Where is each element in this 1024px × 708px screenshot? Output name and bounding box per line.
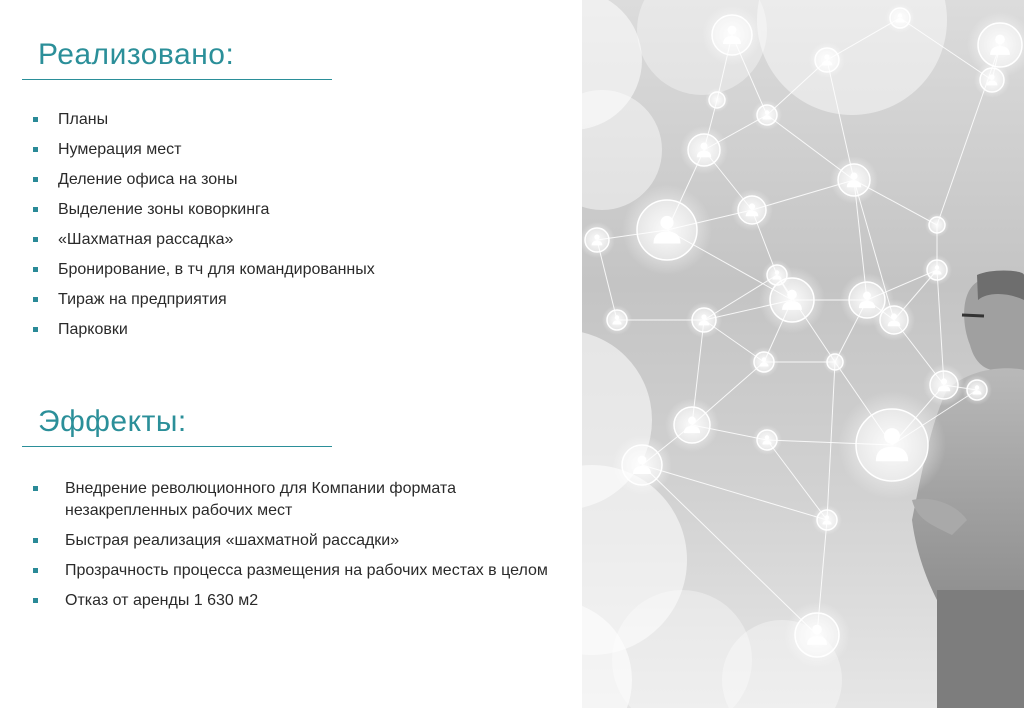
heading-underline	[22, 446, 332, 447]
list-item: Планы	[33, 110, 375, 140]
list-item: Прозрачность процесса размещения на рабочих местах в целом	[33, 560, 553, 582]
person-node-icon	[809, 42, 845, 78]
person-node-icon	[823, 350, 847, 374]
person-node-icon	[686, 302, 722, 338]
square-bullet-icon	[33, 117, 38, 122]
list-item: Выделение зоны коворкинга	[33, 200, 375, 230]
person-node-icon	[752, 100, 782, 130]
person-node-icon	[731, 189, 773, 231]
square-bullet-icon	[33, 207, 38, 212]
list-item: Нумерация мест	[33, 140, 375, 170]
person-node-icon	[602, 305, 632, 335]
list-item: Деление офиса на зоны	[33, 170, 375, 200]
square-bullet-icon	[33, 147, 38, 152]
person-node-icon	[705, 88, 729, 112]
person-node-icon	[838, 391, 946, 499]
effects-list	[33, 478, 553, 620]
person-node-icon	[812, 505, 842, 535]
person-node-icon	[873, 299, 915, 341]
person-node-icon	[665, 398, 719, 452]
network-graphic	[582, 0, 1024, 708]
heading-implemented: Реализовано:	[38, 38, 235, 71]
person-node-icon	[582, 222, 615, 258]
list-item: Тираж на предприятия	[33, 290, 375, 320]
person-node-icon	[923, 364, 965, 406]
person-node-icon	[702, 5, 762, 65]
square-bullet-icon	[33, 327, 38, 332]
square-bullet-icon	[33, 538, 38, 543]
list-item: Внедрение революционного для Компании формата незакрепленных рабочих мест	[33, 478, 553, 522]
person-node-icon	[612, 435, 672, 495]
person-node-icon	[925, 213, 949, 237]
square-bullet-icon	[33, 267, 38, 272]
network-link	[827, 362, 835, 520]
implemented-list	[33, 110, 375, 350]
square-bullet-icon	[33, 486, 38, 491]
square-bullet-icon	[33, 568, 38, 573]
person-node-icon	[922, 255, 952, 285]
person-node-icon	[784, 602, 850, 668]
square-bullet-icon	[33, 237, 38, 242]
list-item: Бронирование, в тч для командированных	[33, 260, 375, 290]
person-node-icon	[885, 3, 915, 33]
list-item: «Шахматная рассадка»	[33, 230, 375, 260]
square-bullet-icon	[33, 297, 38, 302]
square-bullet-icon	[33, 598, 38, 603]
heading-effects: Эффекты:	[38, 405, 187, 438]
person-node-icon	[962, 375, 992, 405]
person-node-icon	[680, 126, 728, 174]
list-item: Отказ от аренды 1 630 м2	[33, 590, 553, 612]
list-item: Парковки	[33, 320, 375, 350]
network-illustration	[582, 0, 1024, 708]
person-node-icon	[749, 347, 779, 377]
person-node-icon	[752, 425, 782, 455]
heading-underline	[22, 79, 332, 80]
person-node-icon	[622, 185, 712, 275]
person-node-icon	[830, 156, 878, 204]
square-bullet-icon	[33, 177, 38, 182]
person-node-icon	[974, 62, 1010, 98]
man-silhouette	[912, 270, 1024, 708]
person-node-icon	[762, 260, 792, 290]
list-item: Быстрая реализация «шахматной рассадки»	[33, 530, 553, 552]
